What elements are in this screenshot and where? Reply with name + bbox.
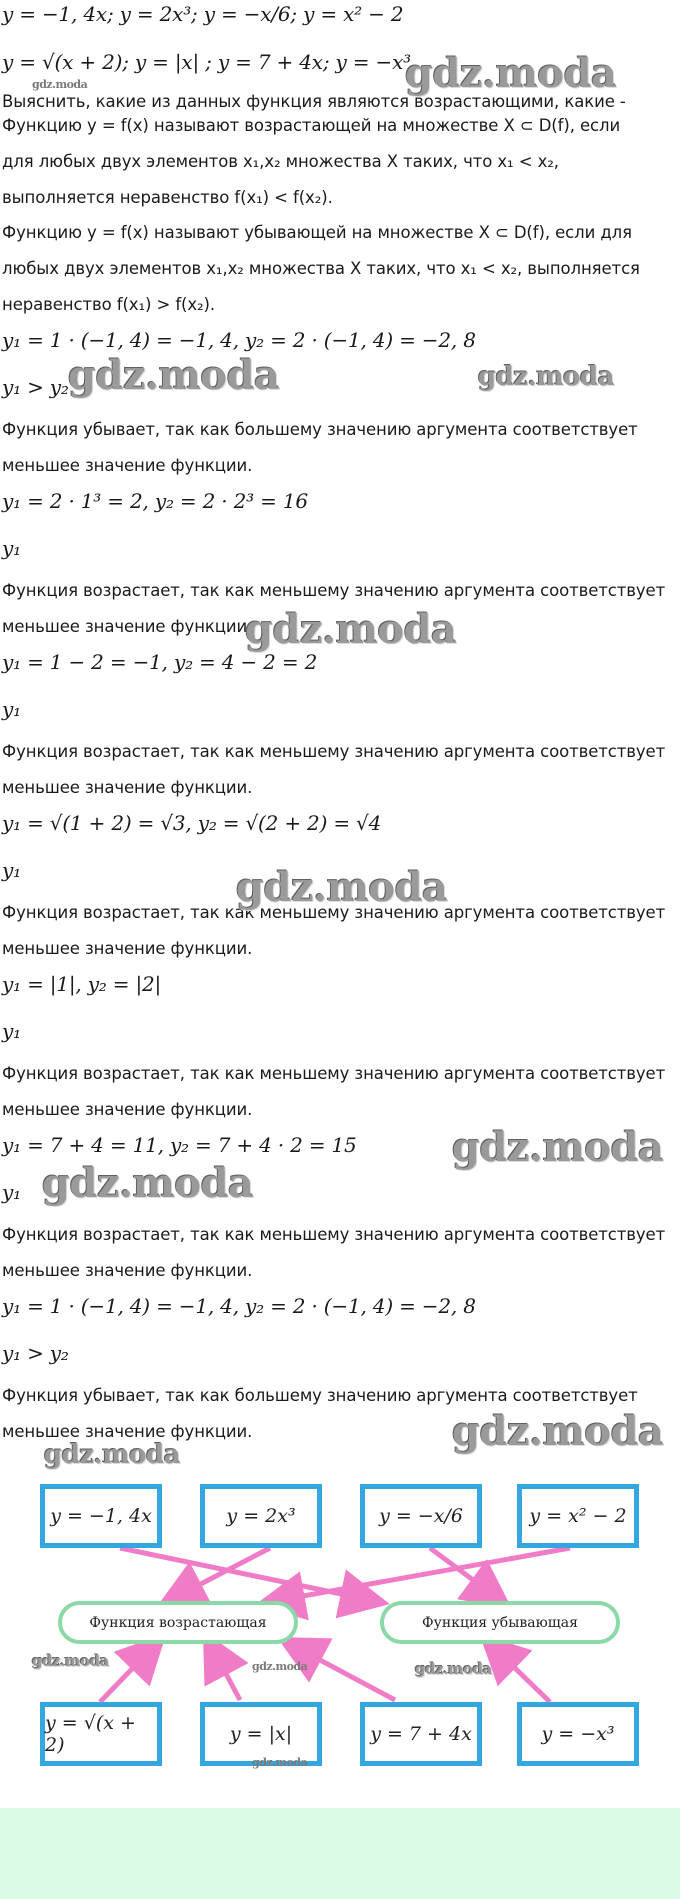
conclusion-7a: Функция убывает, так как большему значению аргумента соответствует	[2, 1386, 638, 1405]
conclusion-5a: Функция возрастает, так как меньшему значению аргумента соответствует	[2, 1064, 666, 1083]
compare-5: y₁	[2, 1019, 21, 1043]
arrow	[120, 1548, 375, 1601]
conclusion-6a: Функция возрастает, так как меньшему значению аргумента соответствует	[2, 1225, 666, 1244]
calc-5: y₁ = |1|, y₂ = |2|	[2, 972, 162, 996]
arrow	[430, 1548, 500, 1600]
compare-4: y₁	[2, 858, 21, 882]
definition-decreasing-1: Функцию y = f(x) называют убывающей на множестве X ⊂ D(f), если для	[2, 223, 632, 242]
watermark: gdz.moda	[32, 1652, 109, 1670]
definition-increasing-1: Функцию y = f(x) называют возрастающей на множестве X ⊂ D(f), если	[2, 116, 621, 135]
function-box: y = √(x + 2)	[40, 1702, 162, 1766]
definition-decreasing-3: неравенство f(x₁) > f(x₂).	[2, 295, 216, 314]
function-box: y = −1, 4x	[40, 1484, 162, 1548]
function-box: y = −x/6	[360, 1484, 482, 1548]
arrow	[210, 1644, 240, 1700]
watermark: gdz.moda	[452, 1408, 664, 1455]
compare-7: y₁ > y₂	[2, 1341, 69, 1365]
calc-6: y₁ = 7 + 4 = 11, y₂ = 7 + 4 · 2 = 15	[2, 1133, 357, 1157]
watermark: gdz.moda	[32, 78, 88, 91]
conclusion-6b: меньшее значение функции.	[2, 1261, 253, 1280]
decreasing-category: Функция убывающая	[380, 1601, 620, 1644]
task-text: Выяснить, какие из данных функция являются возрастающими, какие -	[2, 92, 626, 111]
calc-2: y₁ = 2 · 1³ = 2, y₂ = 2 · 2³ = 16	[2, 489, 308, 513]
watermark: gdz.moda	[42, 1160, 254, 1207]
compare-2: y₁	[2, 536, 21, 560]
conclusion-1a: Функция убывает, так как большему значению аргумента соответствует	[2, 420, 638, 439]
function-box: y = |x|	[200, 1702, 322, 1766]
footer-band	[0, 1808, 680, 1899]
compare-1: y₁ > y₂	[2, 375, 69, 399]
calc-7: y₁ = 1 · (−1, 4) = −1, 4, y₂ = 2 · (−1, 4) = −2, 8	[2, 1294, 476, 1318]
conclusion-4b: меньшее значение функции.	[2, 939, 253, 958]
function-box: y = x² − 2	[517, 1484, 639, 1548]
calc-1: y₁ = 1 · (−1, 4) = −1, 4, y₂ = 2 · (−1, 4) = −2, 8	[2, 328, 476, 352]
function-box: y = −x³	[517, 1702, 639, 1766]
functions-line-1: y = −1, 4x; y = 2x³; y = −x/6; y = x² − 2	[2, 2, 404, 26]
compare-3: y₁	[2, 697, 21, 721]
definition-increasing-3: выполняется неравенство f(x₁) < f(x₂).	[2, 188, 333, 207]
arrow	[490, 1644, 550, 1702]
functions-line-2: y = √(x + 2); y = |x| ; y = 7 + 4x; y = −x³	[2, 50, 411, 74]
compare-6: y₁	[2, 1180, 21, 1204]
watermark: gdz.moda	[236, 864, 448, 911]
conclusion-3a: Функция возрастает, так как меньшему значению аргумента соответствует	[2, 742, 666, 761]
conclusion-7b: меньшее значение функции.	[2, 1422, 253, 1441]
function-box: y = 2x³	[200, 1484, 322, 1548]
increasing-category: Функция возрастающая	[58, 1601, 298, 1644]
watermark: gdz.moda	[452, 1124, 664, 1171]
watermark: gdz.moda	[478, 362, 615, 392]
conclusion-4a: Функция возрастает, так как меньшему значению аргумента соответствует	[2, 903, 666, 922]
watermark: gdz.moda	[415, 1660, 492, 1678]
conclusion-2a: Функция возрастает, так как меньшему значению аргумента соответствует	[2, 581, 666, 600]
conclusion-2b: меньшее значение функции.	[2, 617, 253, 636]
calc-4: y₁ = √(1 + 2) = √3, y₂ = √(2 + 2) = √4	[2, 811, 382, 835]
function-box: y = 7 + 4x	[360, 1702, 482, 1766]
conclusion-5b: меньшее значение функции.	[2, 1100, 253, 1119]
arrow	[270, 1548, 570, 1602]
calc-3: y₁ = 1 − 2 = −1, y₂ = 4 − 2 = 2	[2, 650, 318, 674]
watermark: gdz.moda	[252, 1660, 308, 1673]
watermark: gdz.moda	[252, 1756, 308, 1769]
watermark: gdz.moda	[44, 1440, 181, 1470]
definition-decreasing-2: любых двух элементов x₁,x₂ множества X таких, что x₁ < x₂, выполняется	[2, 259, 640, 278]
watermark: gdz.moda	[245, 606, 457, 653]
classification-diagram	[30, 1478, 650, 1778]
conclusion-1b: меньшее значение функции.	[2, 456, 253, 475]
definition-increasing-2: для любых двух элементов x₁,x₂ множества X таких, что x₁ < x₂,	[2, 152, 559, 171]
watermark: gdz.moda	[68, 352, 280, 399]
conclusion-3b: меньшее значение функции.	[2, 778, 253, 797]
watermark: gdz.moda	[405, 50, 617, 97]
